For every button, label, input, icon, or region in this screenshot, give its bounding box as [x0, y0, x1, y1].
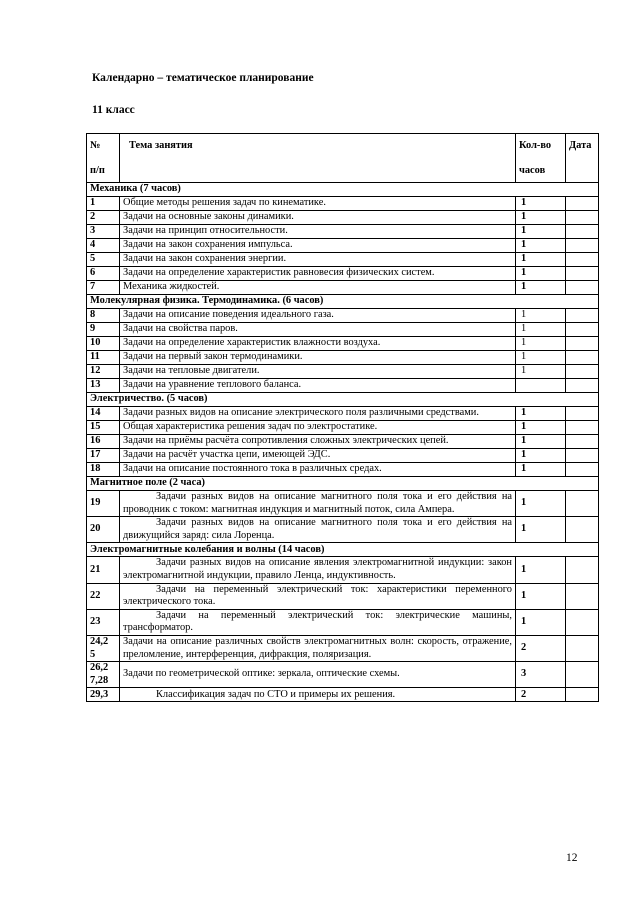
table-row: [87, 435, 599, 449]
lesson-topic: Задачи по геометрической оптике: зеркала, оптические схемы.: [120, 662, 516, 688]
lesson-topic: Задачи разных видов на описание магнитного поля тока и его действия на движущийся заряд: сила Лоренца.: [120, 517, 516, 543]
lesson-hours: 1: [516, 609, 566, 635]
grade-label: 11 класс: [92, 104, 135, 116]
lesson-date: [566, 267, 599, 281]
lesson-topic: Задачи на приёмы расчёта сопротивления сложных электрических цепей.: [120, 435, 516, 449]
lesson-date: [566, 309, 599, 323]
lesson-hours: 1: [516, 583, 566, 609]
lesson-date: [566, 557, 599, 583]
table-row: [87, 407, 599, 421]
lesson-hours: 1: [516, 449, 566, 463]
lesson-topic: Задачи на закон сохранения импульса.: [120, 239, 516, 253]
lesson-date: [566, 323, 599, 337]
lesson-hours: 1: [516, 197, 566, 211]
lesson-number: 1: [87, 197, 120, 211]
lesson-topic: Общие методы решения задач по кинематике.: [120, 197, 516, 211]
section-title: Электричество. (5 часов): [87, 393, 599, 407]
page-number: 12: [566, 852, 578, 864]
lesson-number: 5: [87, 253, 120, 267]
lesson-number: 6: [87, 267, 120, 281]
table-row: [87, 253, 599, 267]
lesson-hours: 1: [516, 557, 566, 583]
lesson-number: 4: [87, 239, 120, 253]
section-row: [87, 393, 599, 407]
lesson-hours: 1: [516, 351, 566, 365]
lesson-number: 7: [87, 281, 120, 295]
lesson-number: 23: [87, 609, 120, 635]
lesson-date: [566, 253, 599, 267]
lesson-hours: 1: [516, 463, 566, 477]
lesson-number: 13: [87, 379, 120, 393]
table-body: [87, 183, 599, 702]
lesson-hours: 1: [516, 281, 566, 295]
lesson-topic: Задачи на принцип относительности.: [120, 225, 516, 239]
lesson-topic: Задачи разных видов на описание магнитного поля тока и его действия на проводник с током: магнитная индукция и магнитный поток, сила Ампера.: [120, 491, 516, 517]
lesson-plan-table: [86, 133, 599, 702]
section-title: Молекулярная физика. Термодинамика. (6 часов): [87, 295, 599, 309]
header-number-line1: №: [90, 140, 101, 151]
section-title: Механика (7 часов): [87, 183, 599, 197]
lesson-date: [566, 435, 599, 449]
lesson-number: 26,2 7,28: [87, 662, 120, 688]
lesson-topic: Задачи разных видов на описание электрического поля различными средствами.: [120, 407, 516, 421]
lesson-topic: Задачи на переменный электрический ток: электрические машины, трансформатор.: [120, 609, 516, 635]
table-row: [87, 421, 599, 435]
lesson-date: [566, 211, 599, 225]
header-hours-line1: Кол-во: [519, 140, 552, 151]
lesson-topic: Задачи на тепловые двигатели.: [120, 365, 516, 379]
table-row: [87, 583, 599, 609]
lesson-topic: Задачи на определение характеристик влажности воздуха.: [120, 337, 516, 351]
lesson-hours: 1: [516, 267, 566, 281]
lesson-number: 24,2 5: [87, 635, 120, 661]
lesson-number: 10: [87, 337, 120, 351]
lesson-date: [566, 688, 599, 702]
section-row: [87, 477, 599, 491]
lesson-number: 14: [87, 407, 120, 421]
lesson-hours: 1: [516, 337, 566, 351]
lesson-topic: Задачи на расчёт участка цепи, имеющей ЭДС.: [120, 449, 516, 463]
lesson-date: [566, 379, 599, 393]
lesson-topic: Задачи на описание различных свойств электромагнитных волн: скорость, отражение, преломление, интерференция, дифракция, поляризация.: [120, 635, 516, 661]
lesson-number: 29,3: [87, 688, 120, 702]
table-row: [87, 281, 599, 295]
lesson-number: 15: [87, 421, 120, 435]
lesson-date: [566, 225, 599, 239]
lesson-hours: 1: [516, 407, 566, 421]
lesson-date: [566, 351, 599, 365]
header-topic-label: Тема занятия: [129, 140, 193, 151]
lesson-date: [566, 337, 599, 351]
header-hours-line2: часов: [519, 164, 546, 176]
lesson-date: [566, 517, 599, 543]
lesson-topic: Задачи на описание поведения идеального газа.: [120, 309, 516, 323]
lesson-hours: 1: [516, 365, 566, 379]
header-hours: [516, 134, 566, 183]
lesson-date: [566, 239, 599, 253]
lesson-topic: Задачи на основные законы динамики.: [120, 211, 516, 225]
lesson-number: 16: [87, 435, 120, 449]
lesson-date: [566, 583, 599, 609]
table-row: [87, 225, 599, 239]
lesson-topic: Задачи на переменный электрический ток: характеристики переменного электрического тока.: [120, 583, 516, 609]
lesson-hours: 1: [516, 211, 566, 225]
table-row: [87, 688, 599, 702]
table-row: [87, 517, 599, 543]
lesson-date: [566, 365, 599, 379]
section-row: [87, 183, 599, 197]
lesson-number: 3: [87, 225, 120, 239]
lesson-topic: Общая характеристика решения задач по электростатике.: [120, 421, 516, 435]
lesson-date: [566, 407, 599, 421]
lesson-hours: 1: [516, 517, 566, 543]
lesson-hours: [516, 379, 566, 393]
lesson-hours: 1: [516, 435, 566, 449]
lesson-hours: 1: [516, 491, 566, 517]
table-row: [87, 239, 599, 253]
lesson-hours: 2: [516, 688, 566, 702]
lesson-number: 11: [87, 351, 120, 365]
table-row: [87, 365, 599, 379]
lesson-hours: 1: [516, 421, 566, 435]
lesson-topic: Задачи на закон сохранения энергии.: [120, 253, 516, 267]
lesson-topic: Задачи разных видов на описание явления электромагнитной индукции: закон электромагнитной индукции, правило Ленца, индуктивность.: [120, 557, 516, 583]
lesson-date: [566, 421, 599, 435]
lesson-topic: Задачи на свойства паров.: [120, 323, 516, 337]
section-row: [87, 295, 599, 309]
lesson-date: [566, 662, 599, 688]
lesson-topic: Классификация задач по СТО и примеры их решения.: [120, 688, 516, 702]
table-row: [87, 323, 599, 337]
table-row: [87, 463, 599, 477]
table-row: [87, 491, 599, 517]
section-title: Магнитное поле (2 часа): [87, 477, 599, 491]
lesson-hours: 1: [516, 239, 566, 253]
lesson-number: 8: [87, 309, 120, 323]
table-row: [87, 351, 599, 365]
lesson-number: 20: [87, 517, 120, 543]
lesson-number: 18: [87, 463, 120, 477]
section-row: [87, 543, 599, 557]
lesson-hours: 3: [516, 662, 566, 688]
lesson-number: 22: [87, 583, 120, 609]
table-row: [87, 557, 599, 583]
header-topic: [120, 134, 516, 183]
table-row: [87, 197, 599, 211]
lesson-topic: Задачи на первый закон термодинамики.: [120, 351, 516, 365]
lesson-hours: 1: [516, 323, 566, 337]
lesson-number: 12: [87, 365, 120, 379]
lesson-hours: 1: [516, 253, 566, 267]
section-title: Электромагнитные колебания и волны (14 часов): [87, 543, 599, 557]
table-row: [87, 337, 599, 351]
lesson-date: [566, 635, 599, 661]
lesson-number: 9: [87, 323, 120, 337]
lesson-hours: 1: [516, 225, 566, 239]
table-row: [87, 211, 599, 225]
lesson-date: [566, 197, 599, 211]
header-date: [566, 134, 599, 183]
header-number-line2: п/п: [90, 164, 105, 176]
lesson-number: 17: [87, 449, 120, 463]
lesson-hours: 1: [516, 309, 566, 323]
lesson-hours: 2: [516, 635, 566, 661]
lesson-topic: Механика жидкостей.: [120, 281, 516, 295]
lesson-date: [566, 463, 599, 477]
document-title: Календарно – тематическое планирование: [92, 72, 314, 84]
table-row: [87, 609, 599, 635]
lesson-date: [566, 281, 599, 295]
lesson-number: 19: [87, 491, 120, 517]
lesson-number: 2: [87, 211, 120, 225]
header-date-label: Дата: [569, 140, 592, 151]
lesson-date: [566, 491, 599, 517]
table-row: [87, 449, 599, 463]
lesson-date: [566, 449, 599, 463]
table-row: [87, 662, 599, 688]
lesson-date: [566, 609, 599, 635]
lesson-topic: Задачи на определение характеристик равновесия физических систем.: [120, 267, 516, 281]
lesson-topic: Задачи на описание постоянного тока в различных средах.: [120, 463, 516, 477]
table-row: [87, 379, 599, 393]
lesson-number: 21: [87, 557, 120, 583]
table-row: [87, 267, 599, 281]
table-row: [87, 635, 599, 661]
lesson-topic: Задачи на уравнение теплового баланса.: [120, 379, 516, 393]
table-row: [87, 309, 599, 323]
table-header-row: [87, 134, 599, 183]
header-number: [87, 134, 120, 183]
